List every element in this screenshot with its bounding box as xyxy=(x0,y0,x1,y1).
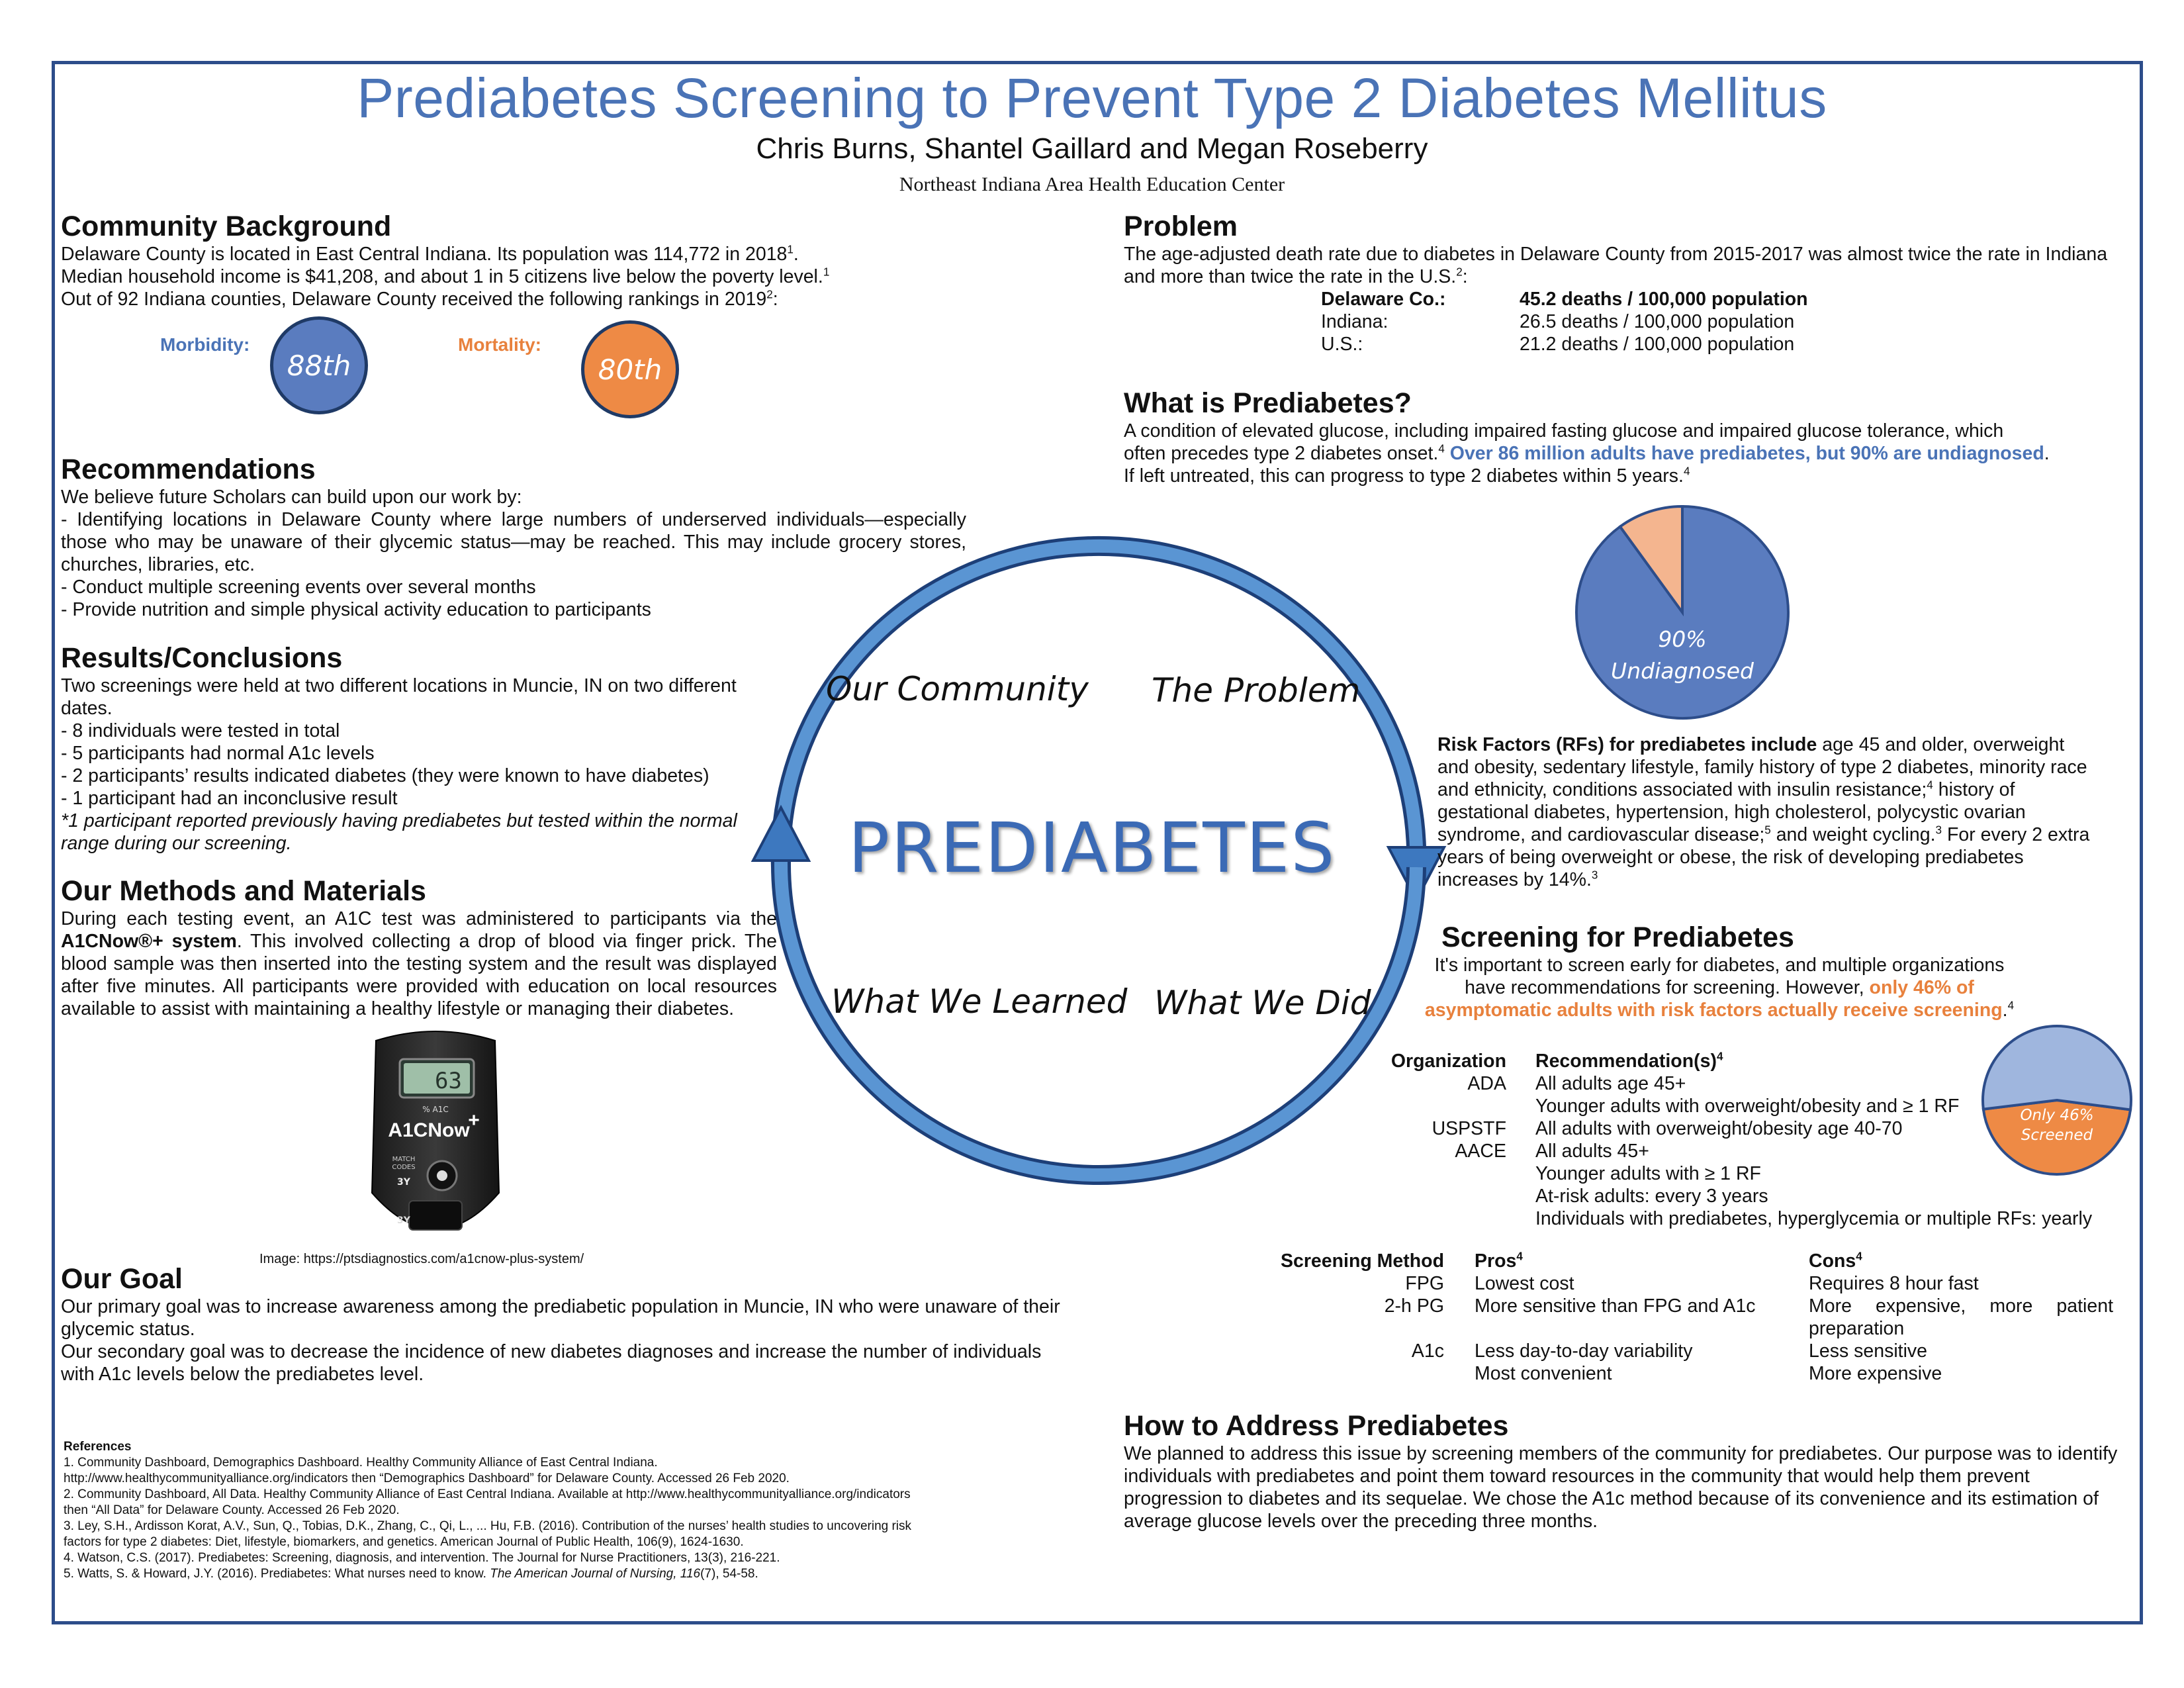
results-intro: Two screenings were held at two different locations in Muncie, IN on two different dates. xyxy=(61,675,737,720)
organization-row xyxy=(1381,1072,2092,1095)
cycle-the-problem: The Problem xyxy=(1152,671,1361,710)
screening-method-pros: Most convenient xyxy=(1475,1363,1612,1384)
recommendation-item: - Identifying locations in Delaware County where large numbers of underserved individuals—especially those who may be unaware of their glycemic status—may be reached. This may include grocery stores, churches, libraries, etc. xyxy=(61,509,966,576)
organization-recommendation: Younger adults with overweight/obesity and ≥ 1 RF xyxy=(1535,1096,1960,1117)
death-rate-row xyxy=(1321,333,1808,355)
address-heading: How to Address Prediabetes xyxy=(1124,1410,1509,1442)
org-header: Organization xyxy=(1390,1051,1506,1072)
screening-methods-table xyxy=(1271,1250,2113,1385)
organization-name: USPSTF xyxy=(1432,1118,1506,1139)
organization-name: ADA xyxy=(1467,1073,1506,1094)
death-rate-place: Delaware Co.: xyxy=(1321,289,1446,310)
organization-name: AACE xyxy=(1455,1141,1506,1162)
recommendations-intro: We believe future Scholars can build upon our work by: xyxy=(61,487,522,508)
recommendation-item: - Conduct multiple screening events over several months xyxy=(61,577,536,598)
organization-name xyxy=(1381,1185,1535,1207)
device-codes: CODES xyxy=(392,1164,416,1171)
poster-title: Prediabetes Screening to Prevent Type 2 Diabetes Mellitus xyxy=(357,67,1827,129)
death-rate-row xyxy=(1321,310,1808,333)
screening-section xyxy=(1424,921,2015,1021)
methods-text: During each testing event, an A1C test was administered to participants via the A1CNow®+ system. This involved collecting a drop of blood via finger prick. The blood sample was then inserted into the testing system and the result was displayed after five minutes. All participants were provided with education on local resources available to assist with maintaining a healthy lifestyle or managing their diabetes. xyxy=(61,908,777,1020)
cons-header: Cons$^4$ xyxy=(1809,1250,1862,1272)
undiagnosed-pie-label xyxy=(1583,624,1782,687)
morbidity-label: Morbidity: xyxy=(160,334,250,355)
results-item: - 8 individuals were tested in total xyxy=(61,720,340,742)
organization-recommendation: All adults age 45+ xyxy=(1535,1073,1686,1094)
goal-section xyxy=(61,1263,1073,1385)
image-caption: Image: https://ptsdiagnostics.com/a1cnow-plus-system/ xyxy=(259,1252,584,1266)
reference-item: 1. Community Dashboard, Demographics Dashboard. Healthy Community Alliance of East Central Indiana. http://www.healthycommunityalliance.org/indicators then “Demographics Dashboard” for Delaware County. Accessed 26 Feb 2020. xyxy=(64,1456,790,1485)
address-section xyxy=(1124,1410,2133,1532)
organization-name xyxy=(1381,1207,1535,1230)
organization-recommendation: All adults with overweight/obesity age 40-70 xyxy=(1535,1118,1903,1139)
device-brand: A1CNow xyxy=(388,1119,470,1141)
problem-text: The age-adjusted death rate due to diabetes in Delaware County from 2015-2017 was almost twice the rate in Indiana and more than twice the rate in the U.S.$^2$: xyxy=(1124,244,2108,288)
screening-method-row xyxy=(1271,1272,2113,1295)
death-rate-row xyxy=(1321,288,1808,310)
reference-item: 3. Ley, S.H., Ardisson Korat, A.V., Sun, Q., Tobias, D.K., Zhang, C., Qi, L., ... Hu, F.B. (2016). Contribution of the nurses’ health studies to uncovering risk factors for type 2 diabetes: Diet, lifestyle, biomarkers, and genetics. American Journal of Public Health, 106(9), 1624-1630. xyxy=(64,1519,912,1549)
methods-section xyxy=(61,875,777,1020)
problem-heading: Problem xyxy=(1124,211,1238,242)
references-heading: References xyxy=(64,1440,132,1454)
reference-item: 2. Community Dashboard, All Data. Healthy Community Alliance of East Central Indiana. Available at http://www.healthycommunityalliance.org/indicators then “All Data” for Delaware County. Accessed 26 Feb 2020. xyxy=(64,1487,911,1517)
community-section xyxy=(61,211,1001,310)
methods-heading: Our Methods and Materials xyxy=(61,875,426,907)
problem-section xyxy=(1124,211,2130,355)
pie-label-percent: Only 46% xyxy=(2020,1107,2094,1124)
organization-row xyxy=(1381,1185,2092,1207)
organization-recommendation: At-risk adults: every 3 years xyxy=(1535,1186,1768,1207)
authors: Chris Burns, Shantel Gaillard and Megan Roseberry xyxy=(756,132,1428,165)
screening-method-name: FPG xyxy=(1405,1273,1444,1294)
undiagnosed-pie-chart xyxy=(1570,500,1795,725)
community-line1: Delaware County is located in East Central Indiana. Its population was 114,772 in 2018$^1$. xyxy=(61,243,799,265)
cycle-what-we-did: What We Did xyxy=(1154,984,1371,1022)
device-reading: 63 xyxy=(435,1068,462,1094)
organization-recommendation: Younger adults with ≥ 1 RF xyxy=(1535,1163,1761,1184)
screening-method-cons: Requires 8 hour fast xyxy=(1809,1273,1979,1294)
reference-item: 5. Watts, S. & Howard, J.Y. (2016). Prediabetes: What nurses need to know. The American Journal of Nursing, 116(7), 54-58. xyxy=(64,1567,758,1581)
cycle-our-community: Our Community xyxy=(826,670,1089,708)
method-header: Screening Method xyxy=(1280,1250,1444,1272)
organization-recommendation: All adults 45+ xyxy=(1535,1141,1649,1162)
screening-method-name: A1c xyxy=(1411,1340,1444,1362)
organization-row xyxy=(1381,1162,2092,1185)
organization-row xyxy=(1381,1140,2092,1162)
death-rate-table xyxy=(1321,288,1808,355)
what-is-text: A condition of elevated glucose, including impaired fasting glucose and impaired glucose tolerance, which often precedes type 2 diabetes onset.$^4$ Over 86 million adults have prediabetes, but 90% are undiagnosed. If left untreated, this can progress to type 2 diabetes within 5 years.$^4$ xyxy=(1124,420,2050,487)
device-code-bottom: 3Y xyxy=(397,1215,410,1226)
screening-method-cons: More expensive, more patient preparation xyxy=(1809,1295,2113,1339)
mortality-label: Mortality: xyxy=(458,334,541,355)
screening-heading: Screening for Prediabetes xyxy=(1441,921,1794,953)
pie-label-text: Undiagnosed xyxy=(1611,658,1754,684)
device-plus: + xyxy=(468,1109,480,1131)
results-note: *1 participant reported previously having prediabetes but tested within the normal range during our screening. xyxy=(61,810,737,855)
results-section xyxy=(61,642,762,855)
what-is-heading: What is Prediabetes? xyxy=(1124,387,1412,419)
death-rate-value: 45.2 deaths / 100,000 population xyxy=(1520,289,1808,310)
goal-primary: Our primary goal was to increase awareness among the prediabetic population in Muncie, IN who were unaware of their glycemic status. xyxy=(61,1296,1060,1340)
risk-factors-text: Risk Factors (RFs) for prediabetes include age 45 and older, overweight and obesity, sedentary lifestyle, family history of type 2 diabetes, minority race and ethnicity, conditions associated with insulin resistance;$^4$ history of gestational diabetes, hypertension, high cholesterol, polycystic ovarian syndrome, and cardiovascular disease;$^5$ and weight cycling.$^3$ For every 2 extra years of being overweight or obese, the risk of developing prediabetes increases by 14%.$^3$ xyxy=(1437,734,2090,890)
recommendation-item: - Provide nutrition and simple physical activity education to participants xyxy=(61,599,651,621)
death-rate-value: 26.5 deaths / 100,000 population xyxy=(1520,311,1795,333)
pros-header: Pros$^4$ xyxy=(1475,1250,1523,1272)
device-match: MATCH xyxy=(392,1156,416,1163)
community-line3: Out of 92 Indiana counties, Delaware County received the following rankings in 2019$^2$: xyxy=(61,288,778,310)
what-is-section xyxy=(1124,387,2050,487)
screening-method-pros: Less day-to-day variability xyxy=(1475,1340,1693,1362)
screening-method-cons: More expensive xyxy=(1809,1363,1942,1384)
organization-row xyxy=(1381,1207,2092,1230)
screening-method-row xyxy=(1271,1295,2113,1340)
results-item: - 1 participant had an inconclusive result xyxy=(61,788,398,810)
pie-label-percent: 90% xyxy=(1658,626,1707,652)
reference-item: 4. Watson, C.S. (2017). Prediabetes: Screening, diagnosis, and intervention. The Journal for Nurse Practitioners, 13(3), 216-221. xyxy=(64,1551,780,1565)
organization-row xyxy=(1381,1117,2092,1140)
a1cnow-device-image xyxy=(363,1027,508,1252)
organization-recommendation: Individuals with prediabetes, hyperglycemia or multiple RFs: yearly xyxy=(1535,1208,2093,1229)
morbidity-circle xyxy=(270,316,368,414)
device-code: 3Y xyxy=(397,1177,410,1188)
screening-text: It's important to screen early for diabetes, and multiple organizations have recommendations for screening. However, only 46% of asymptomatic adults with risk factors actually receive screening.$^4$ xyxy=(1424,955,2015,1021)
organization-table xyxy=(1381,1050,2092,1230)
morbidity-value: 88th xyxy=(287,349,351,382)
device-unit: % A1C xyxy=(422,1105,449,1114)
recommendations-heading: Recommendations xyxy=(61,453,316,485)
community-line2: Median household income is $41,208, and about 1 in 5 citizens live below the poverty level.$^1$ xyxy=(61,265,830,288)
screening-method-row xyxy=(1271,1362,2113,1385)
goal-secondary: Our secondary goal was to decrease the incidence of new diabetes diagnoses and increase the number of individuals with A1c levels below the prediabetes level. xyxy=(61,1341,1042,1385)
organization-row xyxy=(1381,1095,2092,1117)
address-text: We planned to address this issue by screening members of the community for prediabetes. Our purpose was to identify individuals with prediabetes and point them toward resources in the community that would help them prevent progression to diabetes and its sequelae. We chose the A1c method because of its convenience and its estimation of average glucose levels over the preceding three months. xyxy=(1124,1443,2118,1532)
organization: Northeast Indiana Area Health Education Center xyxy=(899,173,1285,195)
death-rate-value: 21.2 deaths / 100,000 population xyxy=(1520,334,1795,355)
death-rate-place: U.S.: xyxy=(1321,334,1363,355)
results-item: - 2 participants’ results indicated diabetes (they were known to have diabetes) xyxy=(61,765,709,787)
death-rate-place: Indiana: xyxy=(1321,311,1388,333)
cycle-what-we-learned: What We Learned xyxy=(831,982,1128,1021)
community-heading: Community Background xyxy=(61,211,392,242)
screening-method-name xyxy=(1271,1362,1475,1385)
screening-method-row xyxy=(1271,1340,2113,1362)
cycle-center-title: PREDIABETES xyxy=(848,808,1336,888)
screening-method-pros: More sensitive than FPG and A1c xyxy=(1475,1295,1756,1317)
mortality-circle xyxy=(581,320,679,418)
screening-method-pros: Lowest cost xyxy=(1475,1273,1574,1294)
goal-heading: Our Goal xyxy=(61,1263,183,1295)
screening-method-cons: Less sensitive xyxy=(1809,1340,1928,1362)
organization-name xyxy=(1381,1095,1535,1117)
references-section xyxy=(64,1439,917,1582)
results-heading: Results/Conclusions xyxy=(61,642,343,674)
screening-method-name: 2-h PG xyxy=(1384,1295,1444,1317)
rec-header: $Recommendation(s)^4$ xyxy=(1535,1050,1723,1072)
organization-name xyxy=(1381,1162,1535,1185)
mortality-value: 80th xyxy=(598,353,662,386)
results-item: - 5 participants had normal A1c levels xyxy=(61,743,375,765)
pie-label-text: Screened xyxy=(2021,1127,2093,1144)
